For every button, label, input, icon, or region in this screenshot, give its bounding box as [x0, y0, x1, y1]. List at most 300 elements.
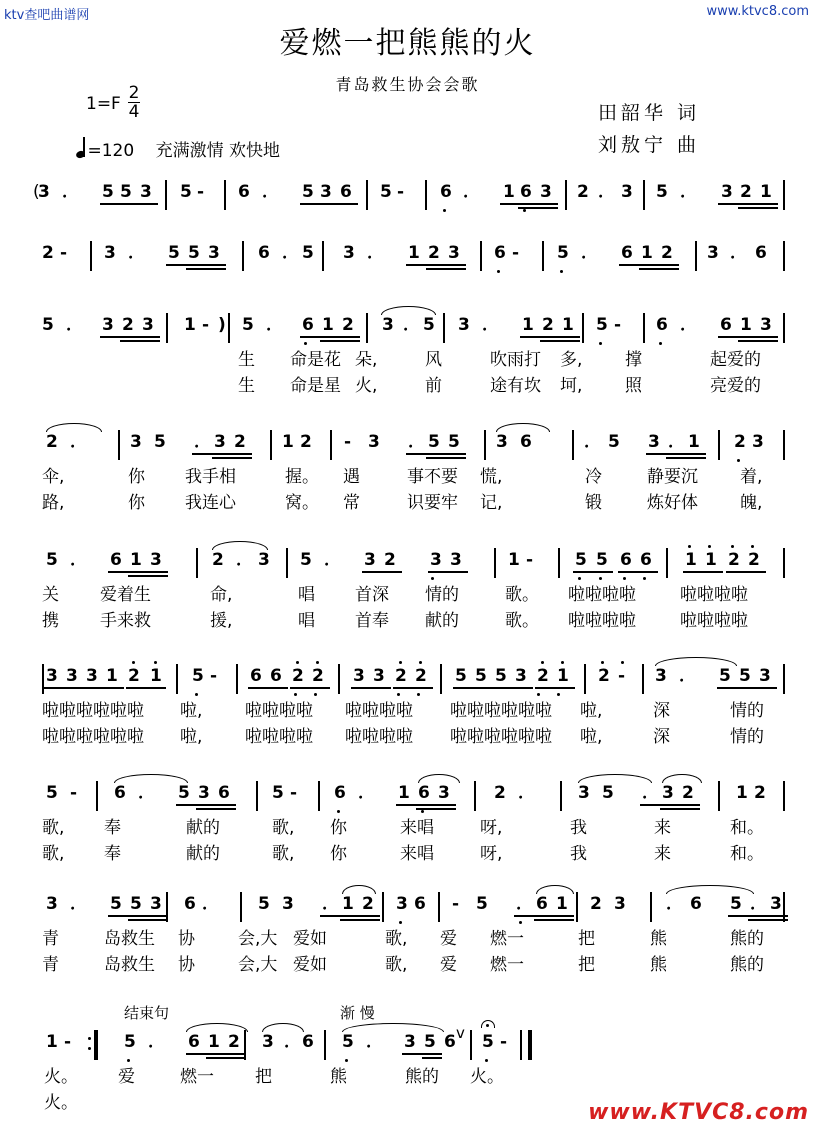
note-token: 5 [42, 315, 54, 335]
dot-token: ． [750, 894, 767, 914]
note-token: 3 [752, 432, 764, 452]
note-token: 3 [662, 783, 674, 803]
note-token: 5 [180, 182, 192, 202]
underline-beam [118, 203, 158, 205]
lyric-text: 和。 [730, 844, 764, 864]
slur-tie [114, 774, 188, 783]
note-token: 2 [234, 432, 246, 452]
low-octave-dot [659, 342, 662, 345]
lyric-text: 我手相 [185, 467, 236, 487]
notation-row [0, 666, 815, 696]
note-token: 5 [719, 666, 731, 686]
low-octave-dot [560, 270, 563, 273]
barline [96, 1030, 98, 1060]
lyric-text: 爱如 [293, 955, 327, 975]
lyric-text: 啦啦啦啦 [568, 585, 636, 605]
lyric-text: 协 [178, 929, 195, 949]
barline [783, 241, 785, 271]
high-octave-dot [132, 661, 135, 664]
underline-beam-double [340, 919, 380, 921]
barline [228, 313, 230, 343]
dash-token: - [526, 550, 534, 570]
underline-beam [396, 804, 416, 806]
note-token: 5 [242, 315, 254, 335]
note-token: 6 [656, 315, 668, 335]
note-token: 1 [282, 432, 294, 452]
lyric-text: 识要牢 [407, 493, 458, 513]
lyric-text: 常 [343, 493, 360, 513]
underline-beam [514, 915, 534, 917]
note-token: 5 [46, 783, 58, 803]
barline [270, 430, 272, 460]
underline-beam-double [426, 457, 466, 459]
lyric-text: 啦啦啦啦 [245, 701, 313, 721]
note-token: 5 [192, 666, 204, 686]
underline-beam-double [186, 268, 226, 270]
underline-beam-double [540, 340, 580, 342]
underline-beam [166, 264, 186, 266]
note-token: 1 [342, 894, 354, 914]
note-token: 3 [648, 432, 660, 452]
low-octave-dot [557, 693, 560, 696]
note-token: 1 [322, 315, 334, 335]
note-token: 5 [423, 315, 435, 335]
lyric-text: 命, [210, 585, 233, 605]
dash-token: - [210, 666, 218, 686]
underline-beam [300, 203, 318, 205]
barline [438, 892, 440, 922]
note-token: 6 [755, 243, 767, 263]
underline-beam [660, 804, 700, 806]
lyric-text: 窝。 [285, 493, 319, 513]
lyric-text: 歌。 [505, 611, 539, 631]
high-octave-dot [601, 661, 604, 664]
lyric-text: 情的 [730, 727, 764, 747]
lyric-text: 爱 [440, 929, 457, 949]
dash-token: - [64, 1032, 72, 1052]
repeat-dot [88, 1037, 91, 1040]
note-token: 3 [430, 550, 442, 570]
lyric-text: 啦啦啦啦 [345, 701, 413, 721]
note-token: 2 [300, 432, 312, 452]
lyric-text: 啦啦啦啦啦啦 [450, 701, 552, 721]
lyric-text: 深 [653, 727, 670, 747]
underline-beam [351, 687, 391, 689]
underline-beam [683, 571, 723, 573]
lyric-text: 协 [178, 955, 195, 975]
note-token: 6 [621, 243, 633, 263]
barline [366, 313, 368, 343]
lyric-text: 遇 [343, 467, 360, 487]
barline [650, 892, 652, 922]
note-token: 5 [46, 550, 58, 570]
lyric-text: 命是花 [290, 350, 341, 370]
lyric-text: 啦啦啦啦 [245, 727, 313, 747]
lyric-text: 啦, [180, 701, 203, 721]
barline [484, 430, 486, 460]
note-token: 6 [494, 243, 506, 263]
note-token: 3 [262, 1032, 274, 1052]
note-token: 2 [577, 182, 589, 202]
note-token: 3 [721, 182, 733, 202]
lyric-text: 熊的 [730, 955, 764, 975]
slur-tie [662, 774, 702, 783]
barline [330, 430, 332, 460]
note-token: 2 [128, 666, 140, 686]
note-token: 2 [590, 894, 602, 914]
lyric-text: 路, [42, 493, 65, 513]
barline [783, 548, 785, 578]
underline-beam [206, 1053, 246, 1055]
note-token: 3 [759, 666, 771, 686]
note-token: 6 [440, 182, 452, 202]
note-token: 6 [250, 666, 262, 686]
high-octave-dot [296, 661, 299, 664]
lyric-text: 撑 [625, 350, 642, 370]
note-token: 1 [685, 550, 697, 570]
slur-tie [578, 774, 652, 783]
note-token: 5 [120, 182, 132, 202]
underline-beam [726, 571, 766, 573]
dot-token: ． [236, 550, 253, 570]
barline [494, 548, 496, 578]
note-token: 2 [292, 666, 304, 686]
lyric-text: 援, [210, 611, 233, 631]
slur-tie [496, 423, 550, 432]
lyric-text: 来 [654, 844, 671, 864]
barline [322, 241, 324, 271]
note-token: 5 [455, 666, 467, 686]
note-token: 5 [168, 243, 180, 263]
note-token: 1 [150, 666, 162, 686]
note-token: 3 [66, 666, 78, 686]
dot-token: ． [516, 894, 533, 914]
note-token: 3 [540, 182, 552, 202]
underline-beam [318, 203, 358, 205]
note-token: 5 [178, 783, 190, 803]
note-token: 1 [522, 315, 534, 335]
barline [244, 1030, 246, 1060]
note-token: 2 [598, 666, 610, 686]
note-token: 3 [621, 182, 633, 202]
composer-credit: 刘敖宁 曲 [598, 134, 701, 156]
dash-token: - [60, 243, 68, 263]
barline [480, 241, 482, 271]
underline-beam-double [738, 207, 778, 209]
underline-beam [320, 336, 360, 338]
final-barline-thin [520, 1030, 522, 1060]
lyric-text: 啦, [580, 701, 603, 721]
note-token: 6 [536, 894, 548, 914]
lyric-text: 你 [128, 493, 145, 513]
dash-token: - [500, 1032, 508, 1052]
note-token: 3 [214, 432, 226, 452]
barline [695, 241, 697, 271]
underline-beam-double [534, 919, 574, 921]
notation-row [0, 894, 815, 924]
barline [236, 664, 238, 694]
note-token: 6 [620, 550, 632, 570]
lyric-text: 歌, [272, 844, 295, 864]
note-token: 3 [578, 783, 590, 803]
note-token: 3 [515, 666, 527, 686]
underline-beam-double [128, 575, 168, 577]
note-token: 5 [602, 783, 614, 803]
notation-row [0, 182, 815, 212]
lyric-text: 岛救生 [104, 955, 155, 975]
lyric-text: 啦啦啦啦 [680, 611, 748, 631]
note-token: 3 [373, 666, 385, 686]
underline-beam [100, 203, 118, 205]
lyric-text: 来 [654, 818, 671, 838]
underline-beam [340, 915, 380, 917]
note-token: 1 [556, 894, 568, 914]
lyric-text: 风 [425, 350, 442, 370]
note-token: 1 [562, 315, 574, 335]
underline-beam [186, 264, 226, 266]
lyric-text: 炼好体 [647, 493, 698, 513]
underline-beam [382, 571, 402, 573]
slur-tie [418, 774, 460, 783]
underline-beam [100, 336, 120, 338]
underline-beam [619, 264, 639, 266]
barline [90, 241, 92, 271]
slur-tie [655, 657, 737, 666]
barline [176, 664, 178, 694]
underline-beam-double [426, 268, 466, 270]
note-token: 3 [104, 243, 116, 263]
barline [565, 180, 567, 210]
underline-beam-double [738, 340, 778, 342]
note-token: 3 [150, 550, 162, 570]
lyric-text: 事不要 [407, 467, 458, 487]
note-token: 1 [408, 243, 420, 263]
lyric-text: 啦啦啦啦啦啦 [450, 727, 552, 747]
barline [443, 313, 445, 343]
lyric-text: 我连心 [185, 493, 236, 513]
note-token: 1 [508, 550, 520, 570]
repeat-dot [88, 1047, 91, 1050]
dash-token: - [344, 432, 352, 452]
lyric-text: 携 [42, 611, 59, 631]
dash-token: - [397, 182, 405, 202]
dot-token: ． [284, 1032, 301, 1052]
barline [42, 664, 44, 694]
note-token: 6 [340, 182, 352, 202]
note-token: 2 [362, 894, 374, 914]
lyricist-credit: 田韶华 词 [598, 102, 701, 124]
note-token: 5 [302, 182, 314, 202]
underline-beam [535, 687, 575, 689]
low-octave-dot [443, 209, 446, 212]
note-token: 3 [760, 315, 772, 335]
dash-token: - [290, 783, 298, 803]
lyric-text: 歌。 [505, 585, 539, 605]
note-token: 5 [272, 783, 284, 803]
note-token: 3 [102, 315, 114, 335]
note-token: 1 [503, 182, 515, 202]
dot-token: ． [680, 315, 697, 335]
lyric-text: 爱 [118, 1067, 135, 1087]
ritardando-label: 渐 慢 [340, 1004, 375, 1022]
note-token: 6 [720, 315, 732, 335]
lyric-text: 啦啦啦啦 [345, 727, 413, 747]
note-token: 6 [418, 783, 430, 803]
note-token: 1 [688, 432, 700, 452]
barline [643, 313, 645, 343]
high-octave-dot [419, 661, 422, 664]
note-token: 2 [494, 783, 506, 803]
lyric-text: 锻 [585, 493, 602, 513]
note-token: 1 [398, 783, 410, 803]
dot-token: ． [680, 182, 697, 202]
time-denominator: 4 [128, 102, 140, 122]
note-token: 3 [770, 894, 782, 914]
watermark-left: ktv查吧曲谱网 [4, 8, 90, 23]
underline-beam [540, 336, 580, 338]
tempo-marking [76, 136, 280, 161]
note-token: 6 [184, 894, 196, 914]
note-token: 2 [537, 666, 549, 686]
lyric-text: 你 [128, 467, 145, 487]
song-subtitle: 青岛救生协会会歌 [335, 75, 480, 94]
note-token: 6 [302, 1032, 314, 1052]
note-token: 6 [258, 243, 270, 263]
lyric-text: 我 [570, 844, 587, 864]
note-token: 5 [608, 432, 620, 452]
barline [783, 313, 785, 343]
lyric-text: 深 [653, 701, 670, 721]
lyric-text: 静要沉 [647, 467, 698, 487]
high-octave-dot [731, 545, 734, 548]
dash-token: - [618, 666, 626, 686]
dot-token: ． [518, 783, 535, 803]
note-token: 2 [415, 666, 427, 686]
underline-beam [426, 453, 466, 455]
dash-token: - [452, 894, 460, 914]
breath-mark: v [456, 1024, 465, 1042]
lyric-text: 朵, [355, 350, 378, 370]
dot-token: ． [358, 783, 375, 803]
barline [576, 892, 578, 922]
underline-beam [362, 571, 382, 573]
lyric-text: 熊的 [405, 1067, 439, 1087]
barline [783, 892, 785, 922]
lyric-text: 生 [238, 350, 255, 370]
note-token: 2 [42, 243, 54, 263]
note-token: 1 [208, 1032, 220, 1052]
dot-token: ． [202, 894, 219, 914]
barline [474, 781, 476, 811]
underline-beam [44, 687, 124, 689]
note-token: 3 [46, 894, 58, 914]
note-token: 2 [734, 432, 746, 452]
note-token: 5 [342, 1032, 354, 1052]
lyric-text: 啦啦啦啦 [680, 585, 748, 605]
note-token: 2 [542, 315, 554, 335]
lyric-text: 途有坎 [490, 376, 541, 396]
barline [318, 781, 320, 811]
underline-beam [728, 915, 748, 917]
dot-token: ． [324, 550, 341, 570]
note-token: 1 [184, 315, 196, 335]
note-token: 2 [682, 783, 694, 803]
dot-token: ． [62, 182, 79, 202]
barline [256, 781, 258, 811]
dot-token: ． [666, 894, 683, 914]
dot-token: ． [581, 243, 598, 263]
low-octave-dot [497, 270, 500, 273]
note-token: 2 [228, 1032, 240, 1052]
barline [165, 180, 167, 210]
underline-beam [192, 453, 212, 455]
lyric-text: 吹雨打 [490, 350, 541, 370]
note-token: 5 [258, 894, 270, 914]
underline-beam [448, 571, 468, 573]
note-token: 3 [353, 666, 365, 686]
underline-beam [120, 336, 160, 338]
barline [166, 313, 168, 343]
lyric-text: 来唱 [400, 844, 434, 864]
dot-token: ． [482, 315, 499, 335]
underline-beam [406, 264, 426, 266]
note-token: 2 [122, 315, 134, 335]
lyric-text: 记, [480, 493, 503, 513]
underline-beam [737, 687, 777, 689]
underline-beam [126, 687, 166, 689]
barline [166, 892, 168, 922]
barline [718, 781, 720, 811]
watermark-bottom: www.KTVC8.com [588, 1100, 809, 1125]
lyric-text: 多, [560, 350, 583, 370]
lyric-text: 歌, [42, 818, 65, 838]
underline-beam [738, 203, 778, 205]
note-token: 3 [368, 432, 380, 452]
barline [242, 241, 244, 271]
note-token: 3 [438, 783, 450, 803]
lyric-text: 火。 [44, 1067, 78, 1087]
slur-tie [381, 306, 436, 315]
lyric-text: 呀, [480, 818, 503, 838]
underline-beam [416, 804, 456, 806]
barline [582, 313, 584, 343]
lyric-text: 和。 [730, 818, 764, 838]
underline-beam [573, 571, 613, 573]
lyric-text: 亮爱的 [710, 376, 761, 396]
barline [783, 781, 785, 811]
underline-beam [534, 915, 574, 917]
note-token: ) [218, 315, 226, 335]
barline [666, 548, 668, 578]
slur-tie [536, 885, 574, 894]
high-octave-dot [621, 661, 624, 664]
underline-beam [453, 687, 533, 689]
lyric-text: 献的 [186, 818, 220, 838]
lyric-text: 献的 [186, 844, 220, 864]
underline-beam-double [639, 268, 679, 270]
lyric-text: 火, [355, 376, 378, 396]
lyric-text: 燃一 [490, 955, 524, 975]
underline-beam [718, 203, 738, 205]
lyric-text: 命是星 [290, 376, 341, 396]
notation-row [0, 315, 815, 345]
barline [643, 180, 645, 210]
note-token: 3 [142, 315, 154, 335]
underline-beam [186, 1053, 206, 1055]
lyric-text: 燃一 [180, 1067, 214, 1087]
lyric-text: 冷 [585, 467, 602, 487]
note-token: 5 [302, 243, 314, 263]
